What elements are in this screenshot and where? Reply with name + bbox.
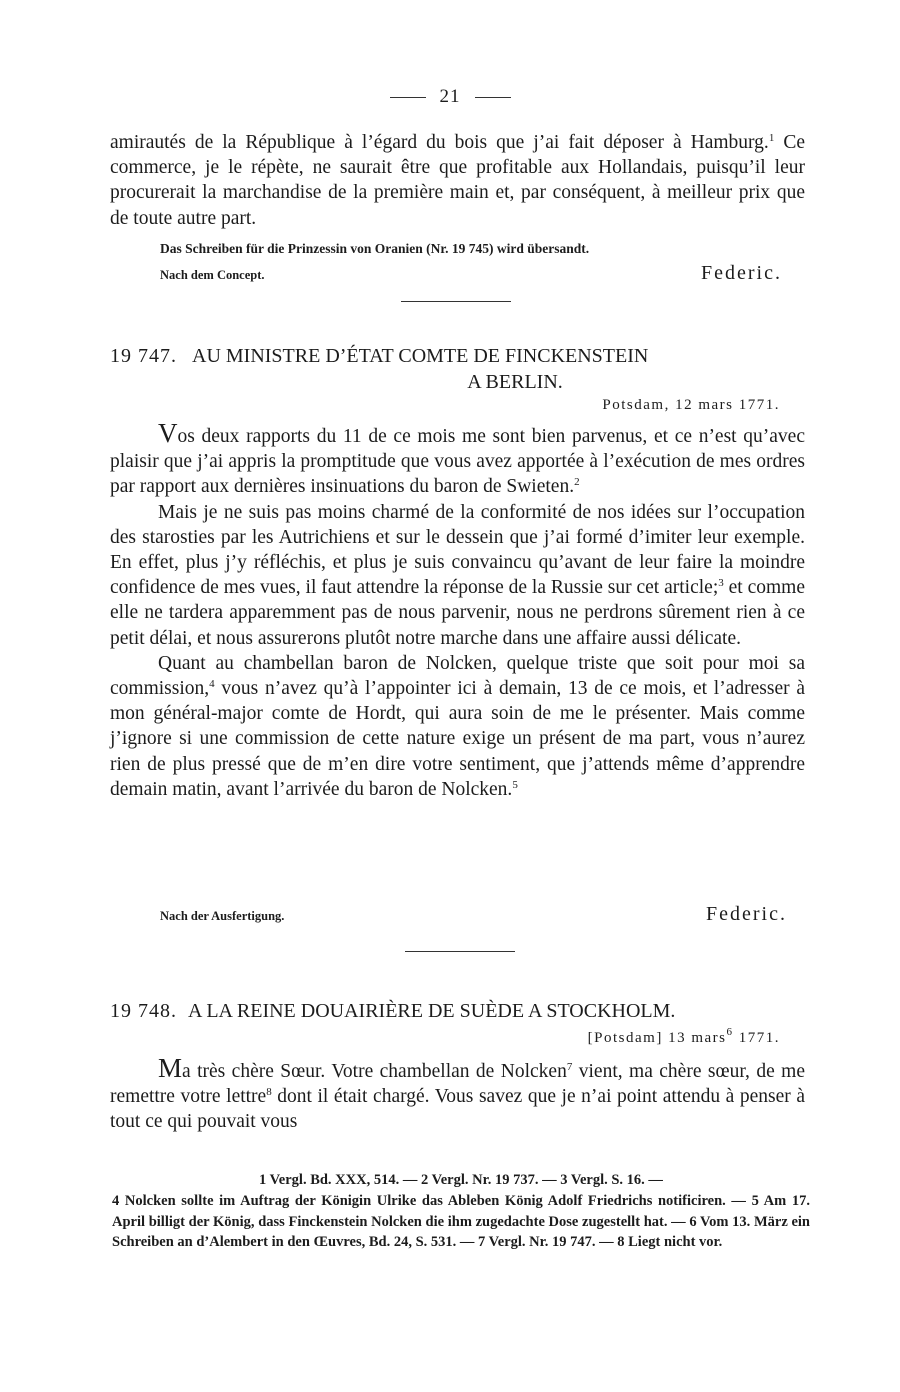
header-dash-left — [390, 97, 426, 98]
footnote-line: 1 Vergl. Bd. XXX, 514. — 2 Vergl. Nr. 19 737. — 3 Vergl. S. 16. — — [259, 1172, 663, 1188]
footnote-ref: 5 — [512, 778, 518, 791]
footnote-line: 4 Nolcken sollte im Auftrag der Königin Ulrike das Ableben König Adolf Friedrichs notificiren. — 5 Am 17. April billigt der König, dass Finckenstein Nolcken die ihm zugedachte Dose zugestellt hat. — 6 Vom 13. März ein Schreiben an d’Alembert in den Œuvres, Bd. 24, S. 531. — 7 Vergl. Nr. 19 747. — 8 Liegt nicht vor. — [112, 1192, 810, 1251]
footnote-ref: 1 — [768, 132, 775, 144]
paragraph-text: os deux rapports du 11 de ce mois me sont bien parvenus, et ce n’est qu’avec plaisir que j’ai appris la promptitude que vous avez apportée à l’exécution de mes ordres par rapport aux dernières insinuations du baron de Swieten. — [110, 426, 805, 498]
dateline — [587, 1026, 780, 1047]
letter-number: 19 747. — [110, 345, 177, 367]
signature: Federic. — [706, 903, 787, 925]
signature: Federic. — [701, 262, 782, 284]
footnote-ref: 3 — [718, 577, 724, 590]
paragraph-text: vous n’avez qu’à l’appointer ici à demain, 13 de ce mois, et l’adresser à mon général-major comte de Hordt, qui aura soin de me le présenter. Mais comme j’ignore si une commission de cette nature exige un présent de ma part, vous n’aurez rien de plus pressé que de m’en dire votre sentiment, que j’attends même d’apprendre demain matin, avant l’arrivée du baron de Nolcken. — [110, 678, 805, 800]
page-header — [0, 86, 900, 108]
paragraph-text: a très chère Sœur. Votre chambellan de Nolcken — [182, 1061, 567, 1082]
page-number: 21 — [439, 86, 461, 107]
date-text: 1771. — [733, 1030, 780, 1046]
paragraph — [110, 418, 805, 500]
paragraph — [110, 130, 805, 231]
section-divider — [401, 301, 511, 302]
footnote-ref: 4 — [209, 678, 215, 691]
letter-body — [110, 418, 805, 802]
initial-letter: V — [158, 418, 178, 448]
letter-footer — [160, 262, 782, 285]
dateline: Potsdam, 12 mars 1771. — [602, 397, 780, 413]
paragraph-text: Ce commerce, je le répète, ne saurait être que profitable aux Hollandais, puisqu’il leur procurerait la marchandise de la première main et, par conséquent, à meilleur prix que de toute autre part. — [110, 132, 805, 229]
addressee: A LA REINE DOUAIRIÈRE DE SUÈDE A STOCKHOLM. — [188, 1000, 676, 1022]
editorial-note: Das Schreiben für die Prinzessin von Oranien (Nr. 19 745) wird übersandt. — [160, 241, 590, 256]
header-dash-right — [475, 97, 511, 98]
paragraph-text: amirautés de la République à l’égard du bois que j’ai fait déposer à Hamburg. — [110, 132, 769, 153]
date-text: [Potsdam] 13 mars — [587, 1030, 727, 1046]
paragraph-text: Quant au chambellan baron de Nolcken, quelque triste que soit pour moi sa commission, — [110, 652, 805, 700]
paragraph-text: Mais je ne suis pas moins charmé de la conformité de nos idées sur l’occupation des starosties par les Autrichiens et sur le dessein que j’ai formé d’imiter leur exemple. En effet, plus j’y réfléchis, et plus je suis convaincu qu’avant de leur faire la moindre confidence de mes vues, il faut attendre la réponse de la Russie sur cet article; — [110, 501, 805, 599]
source-note: Nach dem Concept. — [160, 268, 265, 282]
paragraph — [110, 1053, 805, 1135]
footnote-ref: 2 — [574, 476, 580, 489]
paragraph-text: vient, ma chère sœur, de me remettre votre lettre — [110, 1061, 805, 1108]
top-paragraph — [110, 130, 805, 231]
letter-heading — [110, 1000, 810, 1023]
letter-footer — [160, 903, 787, 926]
footnote-ref: 8 — [266, 1086, 272, 1099]
addressee-line-2: A BERLIN. — [467, 371, 563, 393]
letter-number: 19 748. — [110, 1000, 177, 1022]
paragraph — [110, 500, 805, 651]
footnote-ref: 6 — [726, 1026, 734, 1038]
paragraph-text: et comme elle ne tardera apparemment pas de nous parvenir, nous ne perdrons sûrement rien à ce petit délai, et nous assurerons plutôt notre marche dans une affaire aussi délicate. — [110, 577, 805, 649]
initial-letter: M — [158, 1053, 183, 1083]
paragraph — [110, 651, 805, 802]
source-note: Nach der Ausfertigung. — [160, 909, 285, 923]
footnote-ref: 7 — [566, 1061, 573, 1073]
section-divider — [405, 951, 515, 952]
paragraph-text: dont il était chargé. Vous savez que je n’ai point attendu à penser à tout ce qui pouvait vous — [110, 1086, 805, 1133]
letter-heading — [110, 345, 810, 368]
footnotes — [112, 1170, 810, 1253]
letter-body — [110, 1053, 805, 1135]
addressee: AU MINISTRE D’ÉTAT COMTE DE FINCKENSTEIN — [192, 345, 649, 367]
